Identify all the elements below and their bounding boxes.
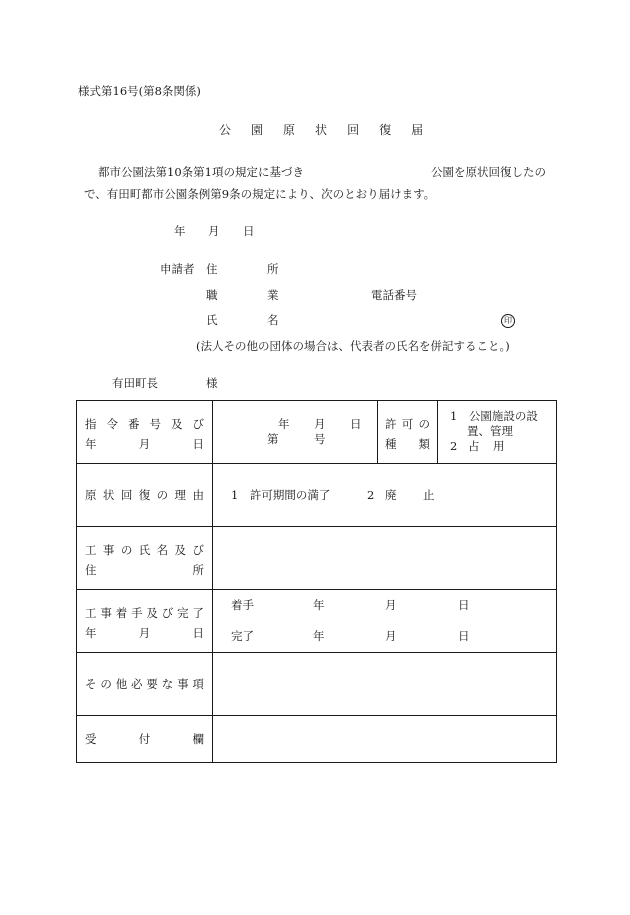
title-char: 状 — [315, 123, 328, 137]
row1-month: 月 — [314, 417, 326, 431]
permit-option-1-cont: 置、管理 — [467, 424, 513, 438]
cell-other-matters-label — [77, 653, 213, 716]
cell-work-period-value[interactable] — [213, 590, 557, 653]
intro-line2: で、有田町都市公園条例第9条の規定により、次のとおり届けます。 — [84, 187, 436, 201]
address-label-b: 所 — [267, 262, 279, 276]
label-char: 事 — [100, 606, 112, 620]
label-char: 他 — [115, 677, 128, 691]
table-row — [77, 464, 557, 527]
occupation-label-b: 業 — [267, 288, 279, 302]
label-char: 可 — [401, 417, 414, 431]
cell-contractor-label — [77, 527, 213, 590]
permit-option-2-num: 2 — [450, 439, 458, 453]
reason-option-2-num: 2 — [367, 488, 375, 502]
title-char: 原 — [283, 123, 296, 137]
form-number: 様式第16号(第8条関係) — [78, 84, 201, 98]
reason-option-1: 1 許可期間の満了 — [231, 488, 331, 502]
cell-permit-kind-options[interactable] — [438, 401, 557, 464]
label-char: 着 — [115, 606, 128, 620]
label-char: の — [156, 488, 169, 502]
label-char: 住 — [85, 562, 97, 577]
label-char: 要 — [146, 677, 158, 691]
label-char: び — [161, 606, 174, 620]
cell-order-number-value[interactable] — [213, 401, 378, 464]
label-char: 及 — [174, 543, 187, 557]
label-char: 号 — [149, 417, 161, 431]
intro-line1-b: 公園を原状回復したの — [431, 165, 546, 179]
work-end-label: 完了 — [231, 629, 254, 643]
label-char: 日 — [192, 625, 204, 640]
date-month: 月 — [208, 224, 220, 238]
addressee-honorific: 様 — [206, 376, 218, 390]
label-char: 必 — [131, 677, 143, 691]
reason-option-2-b: 止 — [423, 488, 435, 502]
label-char: 理 — [174, 488, 187, 502]
title-char: 復 — [379, 123, 392, 137]
label-char: 工 — [85, 543, 97, 557]
label-char: 月 — [138, 625, 151, 640]
label-char: 種 — [385, 436, 397, 451]
label-char: 事 — [102, 543, 115, 557]
label-char: 年 — [85, 436, 97, 451]
work-start-year: 年 — [313, 598, 325, 612]
seal-mark: 印 — [501, 314, 515, 328]
label-char: 指 — [85, 417, 97, 431]
label-char: 事 — [177, 677, 189, 691]
label-char: 復 — [138, 488, 151, 502]
permit-option-2-b: 用 — [493, 439, 505, 453]
label-char: 令 — [106, 417, 118, 431]
work-start-month: 月 — [385, 598, 397, 612]
cell-other-matters-value[interactable] — [213, 653, 557, 716]
name-label-b: 名 — [267, 313, 279, 327]
cell-order-number-label — [77, 401, 213, 464]
work-end-month: 月 — [385, 629, 397, 643]
date-day: 日 — [243, 224, 255, 238]
permit-option-1: 1 公園施設の設 — [450, 409, 538, 423]
occupation-label-a: 職 — [206, 288, 218, 302]
table-row — [77, 716, 557, 763]
cell-permit-kind-label — [378, 401, 438, 464]
row1-number-a: 第 — [267, 432, 279, 446]
label-char: 欄 — [192, 732, 204, 746]
label-char: び — [192, 543, 204, 557]
label-char: 月 — [138, 436, 151, 451]
label-char: 完 — [177, 606, 189, 620]
label-char: 原 — [85, 488, 97, 502]
label-char: 年 — [85, 625, 97, 640]
date-year: 年 — [174, 224, 186, 238]
label-char: 氏 — [138, 543, 151, 557]
work-start-day: 日 — [458, 598, 470, 612]
label-char: の — [100, 677, 112, 691]
label-char: 及 — [171, 417, 183, 431]
form-table — [76, 400, 557, 763]
label-char: 工 — [85, 606, 97, 620]
document-title — [219, 124, 443, 137]
title-char: 公 — [219, 123, 232, 137]
address-label-a: 住 — [206, 262, 218, 276]
cell-work-period-label — [77, 590, 213, 653]
cell-contractor-value[interactable] — [213, 527, 557, 590]
addressee-name: 有田町長 — [112, 376, 158, 390]
row1-number-b: 号 — [314, 432, 326, 446]
applicant-label: 申請者 — [160, 262, 195, 276]
label-char: 所 — [192, 562, 204, 577]
intro-line1-a: 都市公園法第10条第1項の規定に基づき — [98, 165, 304, 179]
title-char: 届 — [411, 123, 424, 137]
label-char: 了 — [192, 606, 204, 620]
label-char: 番 — [128, 417, 140, 431]
cell-restoration-reason-label — [77, 464, 213, 527]
label-char: の — [418, 417, 430, 431]
label-char: 状 — [102, 488, 115, 502]
title-char: 園 — [251, 123, 264, 137]
label-char: 許 — [385, 417, 397, 431]
table-row — [77, 401, 557, 464]
work-start-label: 着手 — [231, 598, 254, 612]
label-char: 日 — [192, 436, 204, 451]
permit-option-2-a: 占 — [468, 439, 480, 453]
row1-year: 年 — [278, 417, 290, 431]
label-char: の — [120, 543, 133, 557]
phone-label: 電話番号 — [371, 288, 417, 302]
table-row — [77, 590, 557, 653]
name-label-a: 氏 — [206, 313, 218, 327]
label-char: 回 — [120, 488, 133, 502]
cell-reception-value[interactable] — [213, 716, 557, 763]
work-end-year: 年 — [313, 629, 325, 643]
table-row — [77, 527, 557, 590]
work-end-day: 日 — [458, 629, 470, 643]
label-char: 項 — [192, 677, 204, 691]
label-char: 付 — [138, 732, 151, 746]
label-char: 名 — [156, 543, 169, 557]
row1-day: 日 — [350, 417, 362, 431]
label-char: そ — [85, 677, 97, 691]
label-char: な — [161, 677, 174, 691]
cell-reception-label — [77, 716, 213, 763]
label-char: び — [192, 417, 204, 431]
label-char: 受 — [85, 732, 97, 746]
label-char: 及 — [146, 606, 158, 620]
cell-restoration-reason-value[interactable] — [213, 464, 557, 527]
label-char: 手 — [131, 606, 143, 620]
title-char: 回 — [347, 123, 360, 137]
reason-option-2-a: 廃 — [385, 488, 397, 502]
label-char: 類 — [418, 436, 430, 451]
applicant-note: (法人その他の団体の場合は、代表者の氏名を併記すること。) — [196, 339, 510, 353]
table-row — [77, 653, 557, 716]
label-char: 由 — [192, 488, 204, 502]
